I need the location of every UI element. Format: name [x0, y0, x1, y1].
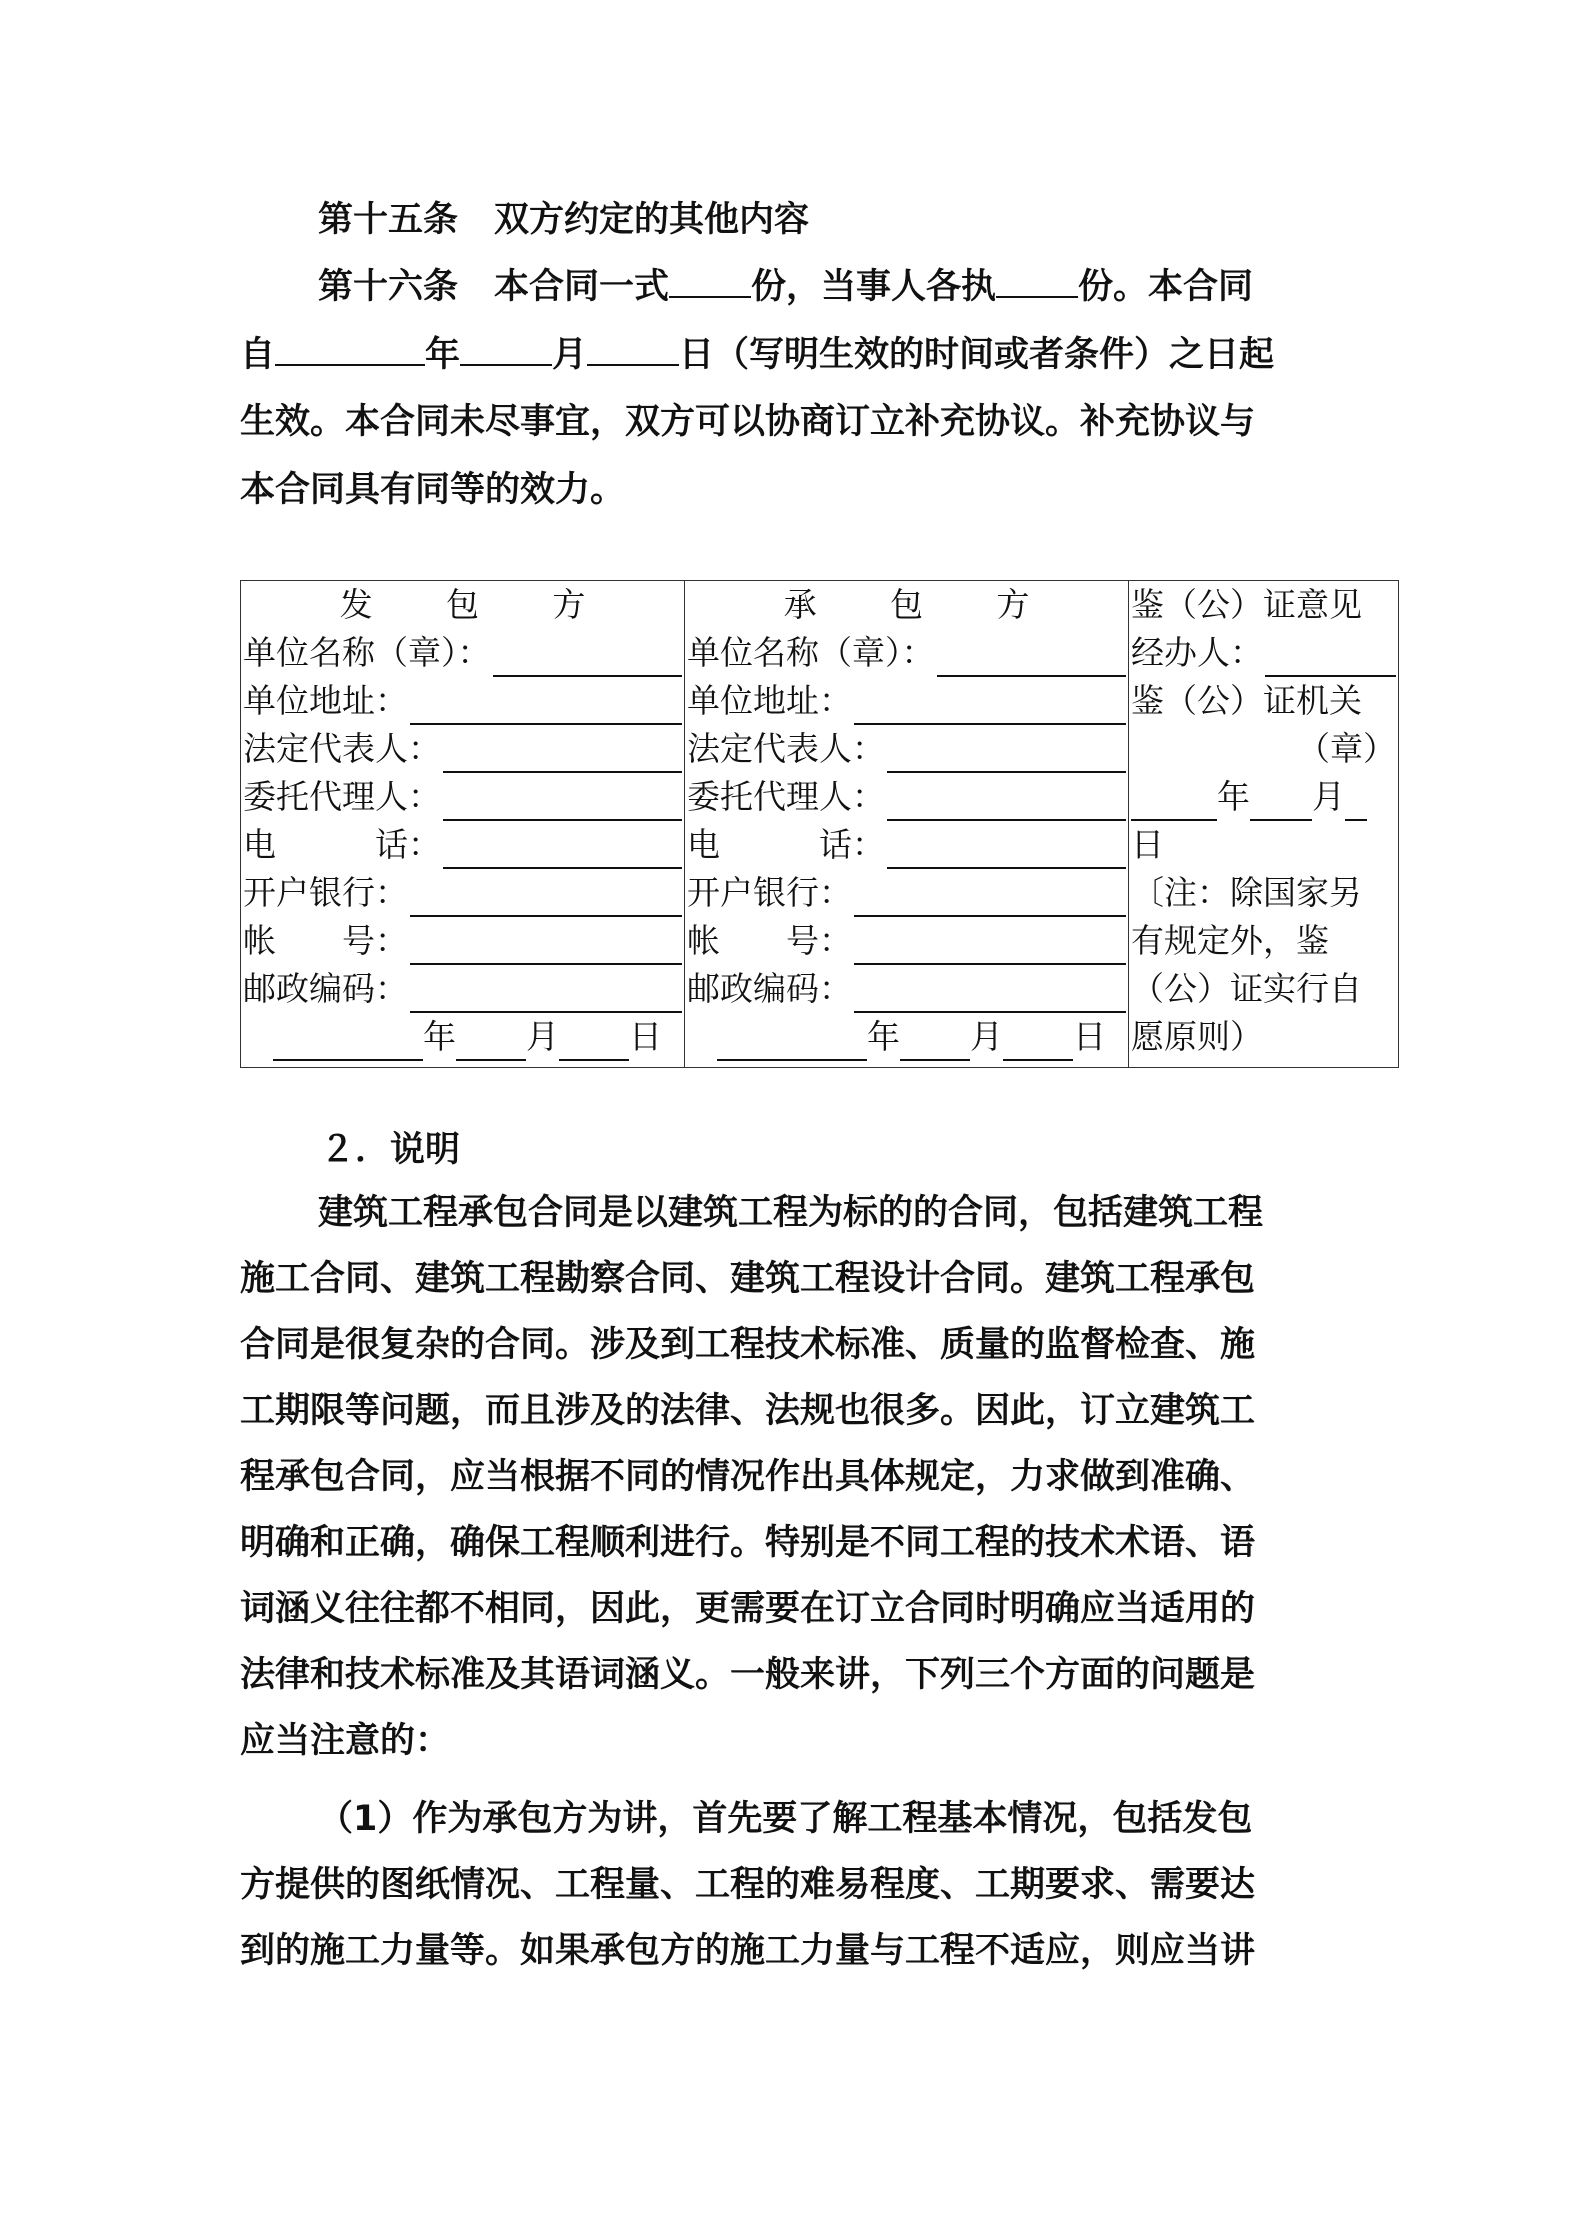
month-label: 月 [526, 1017, 559, 1056]
paragraph-line: 法律和技术标准及其语词涵义。一般来讲，下列三个方面的问题是 [240, 1655, 1256, 1695]
field-blank[interactable] [493, 639, 683, 677]
notary-note-1: 〔注：除国家另 [1131, 873, 1362, 912]
field-label: 单位地址： [243, 681, 408, 720]
field-label: 邮政编码： [243, 969, 408, 1008]
field-blank[interactable] [887, 831, 1126, 869]
copies-blank[interactable] [669, 262, 751, 298]
field-label: 帐 号： [687, 921, 852, 960]
article-16-line-2 [240, 330, 1274, 379]
field-label: 委托代理人： [687, 777, 885, 816]
party-b-cell [685, 581, 1129, 1068]
paragraph-line: （1）作为承包方为讲，首先要了解工程基本情况，包括发包 [318, 1799, 1253, 1839]
field-blank[interactable] [887, 783, 1126, 821]
field-blank[interactable] [410, 975, 682, 1013]
field-blank[interactable] [854, 687, 1126, 725]
notary-note-4: 愿原则） [1131, 1017, 1263, 1056]
handler-blank[interactable] [1265, 639, 1396, 677]
party-b-title-char: 方 [996, 585, 1030, 624]
paragraph-line: 施工合同、建筑工程勘察合同、建筑工程设计合同。建筑工程承包 [240, 1259, 1256, 1299]
article-16-text-c: 份。本合同 [1078, 267, 1254, 307]
party-a-address[interactable] [243, 677, 682, 725]
party-a-legal-rep[interactable] [243, 725, 682, 773]
notary-cell [1129, 581, 1399, 1068]
notary-authority-label: 鉴（公）证机关 [1131, 681, 1362, 720]
article-16-text-a: 本合同一式 [494, 267, 670, 307]
paragraph-line: 方提供的图纸情况、工程量、工程的难易程度、工期要求、需要达 [240, 1865, 1256, 1905]
field-blank[interactable] [854, 927, 1126, 965]
party-b-address[interactable] [687, 677, 1126, 725]
article-15 [318, 196, 809, 244]
paragraph-line: 程承包合同，应当根据不同的情况作出具体规定，力求做到准确、 [240, 1457, 1256, 1497]
party-b-postcode[interactable] [687, 965, 1126, 1013]
month-blank[interactable] [460, 330, 552, 366]
article-16-text-b: 份，当事人各执 [751, 267, 997, 307]
notary-handler[interactable] [1131, 629, 1396, 677]
field-label: 帐 号： [243, 921, 408, 960]
party-b-unit-name[interactable] [687, 629, 1126, 677]
field-label: 电 话： [243, 825, 441, 864]
field-blank[interactable] [937, 639, 1127, 677]
day-label: 日（写明生效的时间或者条件）之日起 [679, 335, 1275, 375]
article-15-number: 第十五条 [318, 200, 459, 240]
section-2-heading: ２．说明 [320, 1130, 461, 1170]
year-label: 年 [425, 335, 461, 375]
party-a-title-char: 发 [339, 585, 373, 624]
day-blank[interactable] [1345, 785, 1367, 821]
party-a-account[interactable] [243, 917, 682, 965]
article-16-number: 第十六条 [318, 267, 459, 307]
party-a-unit-name[interactable] [243, 629, 682, 677]
party-b-title-char: 承 [783, 585, 817, 624]
party-b-title [687, 581, 1126, 629]
year-label: 年 [1217, 777, 1250, 816]
year-blank[interactable] [273, 1025, 423, 1061]
field-label: 单位地址： [687, 681, 852, 720]
party-b-legal-rep[interactable] [687, 725, 1126, 773]
copies-each-blank[interactable] [996, 262, 1078, 298]
signature-table [240, 580, 1399, 1068]
notary-date [1131, 773, 1396, 821]
party-a-title-char: 方 [552, 585, 586, 624]
article-16-line-1 [318, 262, 1253, 311]
month-label: 月 [1312, 777, 1345, 816]
party-a-postcode[interactable] [243, 965, 682, 1013]
field-label: 委托代理人： [243, 777, 441, 816]
year-label: 年 [423, 1017, 456, 1056]
party-b-agent[interactable] [687, 773, 1126, 821]
day-blank[interactable] [559, 1025, 629, 1061]
from-label: 自 [240, 335, 276, 375]
month-blank[interactable] [456, 1025, 526, 1061]
day-label: 日 [1073, 1017, 1106, 1056]
field-blank[interactable] [887, 735, 1126, 773]
field-blank[interactable] [854, 975, 1126, 1013]
field-label: 单位名称（章）： [687, 633, 935, 672]
paragraph-line: 合同是很复杂的合同。涉及到工程技术标准、质量的监督检查、施 [240, 1325, 1256, 1365]
month-blank[interactable] [900, 1025, 970, 1061]
field-blank[interactable] [410, 879, 682, 917]
field-label: 单位名称（章）： [243, 633, 491, 672]
party-a-date [243, 1013, 682, 1061]
field-blank[interactable] [443, 831, 682, 869]
section-2-paragraph [240, 1180, 1340, 1774]
party-a-phone[interactable] [243, 821, 682, 869]
party-b-account[interactable] [687, 917, 1126, 965]
party-b-date [687, 1013, 1126, 1061]
day-blank[interactable] [587, 330, 679, 366]
month-label: 月 [970, 1017, 1003, 1056]
day-label: 日 [629, 1017, 662, 1056]
field-label: 电 话： [687, 825, 885, 864]
notary-note-3: （公）证实行自 [1131, 969, 1362, 1008]
notary-seal-label: （章） [1297, 729, 1396, 768]
paragraph-line: 应当注意的： [240, 1721, 451, 1761]
paragraph-line: 词涵义往往都不相同，因此，更需要在订立合同时明确应当适用的 [240, 1589, 1256, 1629]
paragraph-line: 到的施工力量等。如果承包方的施工力量与工程不适应，则应当讲 [240, 1931, 1256, 1971]
paragraph-line: 工期限等问题，而且涉及的法律、法规也很多。因此，订立建筑工 [240, 1391, 1256, 1431]
party-a-title-char: 包 [445, 585, 479, 624]
article-16-line-3: 生效。本合同未尽事宜，双方可以协商订立补充协议。补充协议与 [240, 402, 1256, 442]
party-b-phone[interactable] [687, 821, 1126, 869]
party-a-agent[interactable] [243, 773, 682, 821]
field-blank[interactable] [443, 735, 682, 773]
field-label: 法定代表人： [687, 729, 885, 768]
paragraph-line: 建筑工程承包合同是以建筑工程为标的的合同，包括建筑工程 [318, 1193, 1264, 1233]
day-blank[interactable] [1003, 1025, 1073, 1061]
year-blank[interactable] [717, 1025, 867, 1061]
field-label: 法定代表人： [243, 729, 441, 768]
year-label: 年 [867, 1017, 900, 1056]
month-blank[interactable] [1250, 785, 1312, 821]
field-label: 邮政编码： [687, 969, 852, 1008]
party-a-bank[interactable] [243, 869, 682, 917]
notary-note-2: 有规定外，鉴 [1131, 921, 1329, 960]
field-blank[interactable] [443, 783, 682, 821]
party-a-title [243, 581, 682, 629]
handler-label: 经办人： [1131, 633, 1263, 672]
party-a-cell [241, 581, 685, 1068]
field-blank[interactable] [854, 879, 1126, 917]
field-blank[interactable] [410, 927, 682, 965]
field-label: 开户银行： [687, 873, 852, 912]
year-blank[interactable] [275, 330, 425, 366]
paragraph-line: 明确和正确，确保工程顺利进行。特别是不同工程的技术术语、语 [240, 1523, 1256, 1563]
month-label: 月 [552, 335, 588, 375]
field-label: 开户银行： [243, 873, 408, 912]
party-b-title-char: 包 [889, 585, 923, 624]
field-blank[interactable] [410, 687, 682, 725]
party-b-bank[interactable] [687, 869, 1126, 917]
year-blank[interactable] [1131, 785, 1217, 821]
item-1-paragraph [240, 1786, 1340, 1984]
article-16-line-4: 本合同具有同等的效力。 [240, 470, 626, 510]
notary-opinion-label: 鉴（公）证意见 [1131, 585, 1362, 624]
notary-day-label: 日 [1131, 825, 1164, 864]
article-15-text: 双方约定的其他内容 [494, 200, 810, 240]
